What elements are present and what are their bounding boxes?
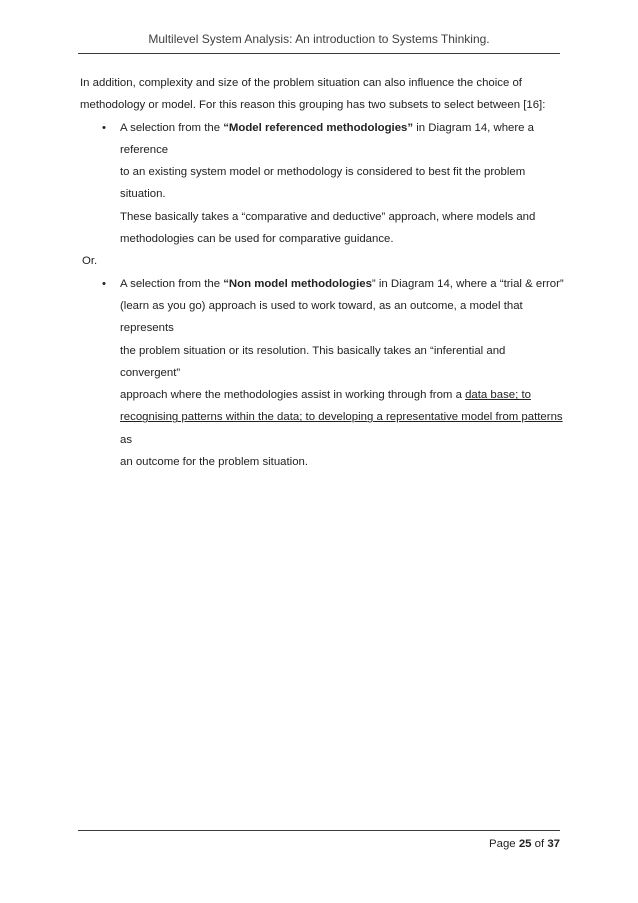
bullet2-line1-post: ” in Diagram 14, where a “trial & error”: [371, 277, 564, 290]
footer-rule: [78, 830, 560, 831]
bullet1-line2: to an existing system model or methodology is considered to best fit the problem situation.: [120, 166, 526, 201]
header-rule: [78, 53, 560, 54]
bullet2-line5-post: as: [120, 433, 133, 446]
footer-of-word: of: [531, 838, 548, 850]
bullet-icon: •: [102, 121, 106, 134]
footer-page-word: Page: [489, 838, 519, 850]
intro-line-2: methodology or model. For this reason this grouping has two subsets to select between [16]:: [80, 99, 546, 112]
page-number: 25: [518, 838, 532, 850]
bullet2-pre: A selection from the: [120, 277, 224, 290]
page-total: 37: [547, 838, 560, 850]
bullet-icon: •: [102, 277, 106, 290]
intro-paragraph: [80, 72, 568, 117]
bullet2-line4-pre: approach where the methodologies assist in working through from a: [120, 389, 466, 402]
bullet1-pre: A selection from the: [120, 121, 224, 134]
bullet2-underlined-1: data base; to: [465, 389, 531, 402]
bullet-text: [120, 273, 568, 474]
bullet1-bold-term: “Model referenced methodologies”: [223, 121, 414, 134]
page-header: [0, 32, 638, 46]
bullet2-line3: the problem situation or its resolution. This basically takes an “inferential and convergent”: [120, 344, 506, 379]
bullet2-line6: an outcome for the problem situation.: [120, 456, 309, 469]
bullet1-line1-post: in Diagram 14, where a reference: [120, 121, 535, 156]
bullet1-line4: methodologies can be used for comparative guidance.: [120, 233, 394, 246]
bullet-item-non-model: [102, 273, 568, 474]
bullet2-bold-term: “Non model methodologies: [223, 277, 372, 290]
header-title: Multilevel System Analysis: An introduction to Systems Thinking.: [148, 32, 490, 46]
bullet2-underlined-2: recognising patterns within the data; to developing a representative model from patterns: [120, 411, 563, 424]
bullet-text: [120, 117, 568, 251]
bullet-item-model-referenced: [102, 117, 568, 251]
page-footer: [489, 838, 560, 850]
or-separator: [82, 250, 568, 272]
or-text: Or.: [82, 255, 98, 268]
bullet1-line3: These basically takes a “comparative and deductive” approach, where models and: [120, 210, 536, 223]
body-content: [80, 72, 568, 473]
intro-line-1: In addition, complexity and size of the problem situation can also influence the choice of: [80, 77, 522, 89]
bullet2-line2: (learn as you go) approach is used to work toward, as an outcome, a model that represents: [120, 299, 523, 335]
